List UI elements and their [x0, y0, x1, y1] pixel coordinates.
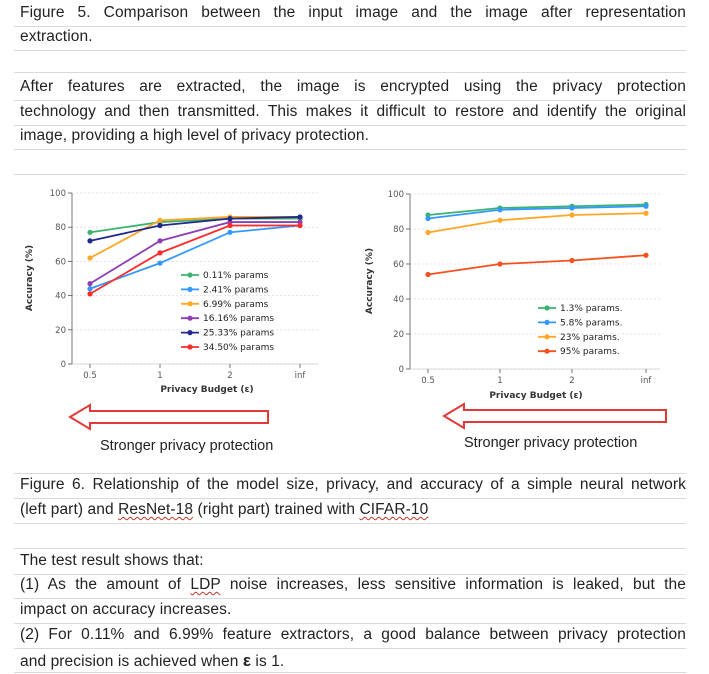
- legend-marker: [187, 344, 192, 349]
- divider: [14, 50, 686, 51]
- x-tick-label: inf: [640, 376, 652, 386]
- data-point: [497, 218, 502, 223]
- x-tick-label: 1: [497, 376, 503, 386]
- y-tick-label: 80: [55, 223, 66, 234]
- divider: [14, 149, 686, 150]
- legend-label: 16.16% params: [203, 314, 275, 325]
- caption-text: (left part) and: [20, 501, 119, 518]
- series-line: [90, 225, 300, 296]
- legend-marker: [187, 272, 192, 277]
- y-tick-label: 60: [393, 260, 404, 270]
- data-point: [87, 230, 92, 235]
- y-tick-label: 20: [393, 330, 404, 340]
- legend-label: 25.33% params: [203, 328, 275, 339]
- epsilon-symbol: ε: [242, 651, 251, 670]
- data-point: [157, 218, 162, 223]
- left-arrow-icon: [70, 405, 268, 429]
- result-text: is 1.: [251, 653, 285, 670]
- x-tick-label: 2: [227, 371, 233, 381]
- data-point: [425, 230, 430, 235]
- right-caption: Stronger privacy protection: [464, 435, 638, 451]
- data-point: [87, 238, 92, 243]
- result-line5: [20, 651, 686, 671]
- data-point: [157, 250, 162, 255]
- legend-marker: [544, 305, 549, 310]
- legend-marker: [544, 320, 549, 325]
- legend-label: 34.50% params: [203, 343, 275, 353]
- resnet-term: ResNet-18: [118, 501, 194, 518]
- figure6-charts: [0, 176, 709, 470]
- data-point: [157, 238, 162, 243]
- data-point: [87, 281, 92, 286]
- divider: [14, 648, 686, 649]
- left-caption: Stronger privacy protection: [100, 438, 274, 454]
- ldp-term: LDP: [190, 576, 221, 593]
- legend-label: 23% params.: [560, 332, 620, 343]
- divider: [14, 473, 686, 474]
- y-tick-label: 0: [60, 360, 66, 370]
- chart-left: [25, 189, 318, 395]
- x-axis-label: Privacy Budget (ε): [489, 391, 583, 401]
- caption-text: (right part) trained with: [193, 501, 360, 518]
- divider: [14, 672, 686, 673]
- figure6-caption-line1: Figure 6. Relationship of the model size, privacy, and accuracy of a simple neural network: [20, 476, 686, 493]
- data-point: [297, 214, 302, 219]
- cifar-term: CIFAR-10: [359, 501, 429, 518]
- data-point: [425, 272, 430, 277]
- y-tick-label: 40: [55, 291, 66, 302]
- x-tick-label: inf: [294, 371, 306, 381]
- divider: [14, 598, 686, 599]
- data-point: [425, 216, 430, 221]
- legend-label: 5.8% params.: [560, 318, 623, 329]
- y-tick-label: 20: [55, 325, 66, 336]
- data-point: [297, 223, 302, 228]
- series-line: [90, 217, 300, 258]
- paragraph-line2: technology and then transmitted. This makes it difficult to restore and identify the original: [20, 103, 686, 120]
- data-point: [227, 230, 232, 235]
- data-point: [87, 291, 92, 296]
- y-tick-label: 80: [393, 225, 404, 235]
- legend-marker: [544, 349, 549, 354]
- result-line2: [20, 576, 686, 594]
- legend-label: 0.11% params: [203, 271, 269, 281]
- legend-label: 6.99% params: [203, 299, 269, 310]
- divider: [14, 523, 686, 524]
- divider: [14, 72, 686, 73]
- figure6-caption-line2: [20, 501, 686, 519]
- legend-marker: [544, 334, 549, 339]
- divider: [14, 574, 686, 575]
- result-text: noise increases, less sensitive information is leaked, but the: [220, 576, 686, 593]
- data-point: [227, 223, 232, 228]
- result-line1: The test result shows that:: [20, 552, 204, 569]
- divider: [14, 174, 686, 175]
- data-point: [643, 253, 648, 258]
- divider: [14, 26, 686, 27]
- divider: [14, 548, 686, 549]
- data-point: [569, 212, 574, 217]
- figure5-caption-line1: Figure 5. Comparison between the input image and the image after representation: [20, 4, 686, 21]
- result-text: and precision is achieved when: [20, 653, 243, 670]
- data-point: [643, 204, 648, 209]
- y-tick-label: 60: [55, 257, 66, 268]
- legend-marker: [187, 330, 192, 335]
- chart-right: [365, 190, 660, 401]
- data-point: [497, 207, 502, 212]
- y-tick-label: 100: [49, 189, 66, 199]
- data-point: [157, 223, 162, 228]
- x-tick-label: 0.5: [421, 376, 435, 386]
- data-point: [227, 216, 232, 221]
- right-arrow-icon: [444, 404, 666, 428]
- x-tick-label: 0.5: [83, 371, 97, 381]
- x-tick-label: 2: [569, 376, 575, 386]
- data-point: [497, 261, 502, 266]
- paragraph-line3: image, providing a high level of privacy protection.: [20, 127, 369, 144]
- series-line: [428, 255, 646, 274]
- result-text: (1) As the amount of: [20, 576, 191, 593]
- x-axis-label: Privacy Budget (ε): [160, 385, 254, 395]
- y-tick-label: 40: [393, 295, 404, 305]
- y-axis-label: Accuracy (%): [25, 244, 35, 312]
- series-line: [90, 225, 300, 288]
- divider: [14, 498, 686, 499]
- figure5-caption-line2: extraction.: [20, 28, 93, 45]
- y-tick-label: 100: [387, 190, 404, 200]
- data-point: [569, 205, 574, 210]
- divider: [14, 623, 686, 624]
- data-point: [643, 211, 648, 216]
- result-line3: impact on accuracy increases.: [20, 601, 232, 618]
- legend-label: 95% params.: [560, 347, 620, 358]
- result-line4: (2) For 0.11% and 6.99% feature extractors, a good balance between privacy protection: [20, 626, 686, 643]
- legend-marker: [187, 301, 192, 306]
- series-line: [428, 213, 646, 232]
- data-point: [87, 255, 92, 260]
- y-axis-label: Accuracy (%): [365, 247, 375, 315]
- data-point: [569, 258, 574, 263]
- divider: [14, 100, 686, 101]
- paragraph-line1: After features are extracted, the image is encrypted using the privacy protection: [20, 78, 686, 95]
- x-tick-label: 1: [157, 371, 163, 381]
- data-point: [87, 286, 92, 291]
- legend-marker: [187, 316, 192, 321]
- legend-label: 1.3% params.: [560, 304, 623, 314]
- data-point: [157, 261, 162, 266]
- divider: [14, 125, 686, 126]
- legend-label: 2.41% params: [203, 285, 269, 296]
- y-tick-label: 0: [398, 365, 404, 375]
- legend-marker: [187, 287, 192, 292]
